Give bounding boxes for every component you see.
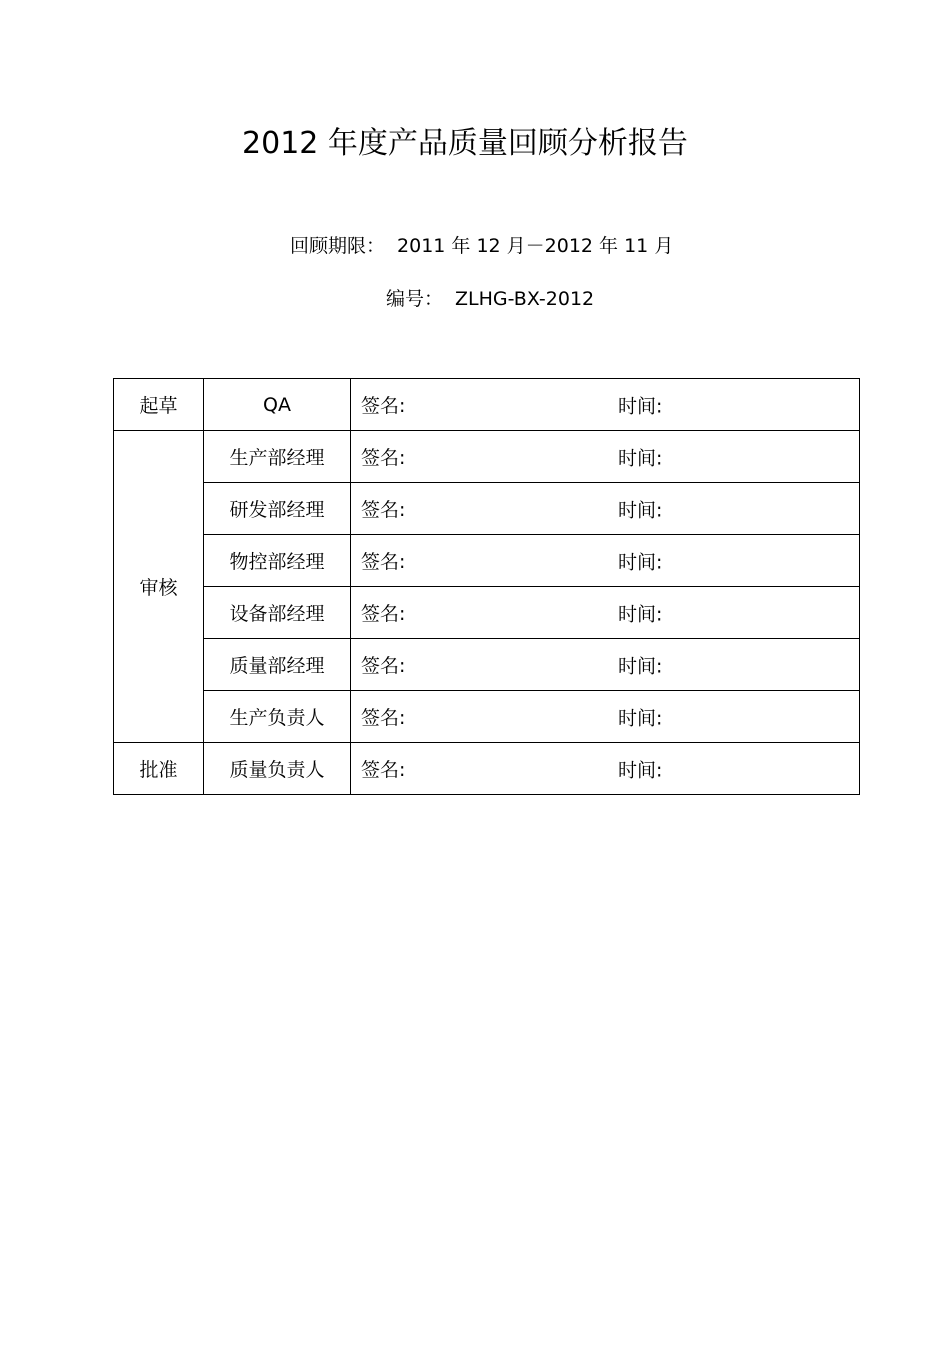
time-label: 时间: xyxy=(618,499,663,521)
sign-label: 签名: xyxy=(361,603,406,625)
role-cell: 设备部经理 xyxy=(204,587,351,639)
role-cell: 质量负责人 xyxy=(204,743,351,795)
document-number-value: ZLHG-BX-2012 xyxy=(455,288,595,310)
time-label: 时间: xyxy=(618,759,663,781)
signature-cell[interactable] xyxy=(351,587,860,639)
stage-review: 审核 xyxy=(114,431,204,743)
table-row xyxy=(114,691,860,743)
sign-label: 签名: xyxy=(361,707,406,729)
sign-label: 签名: xyxy=(361,499,406,521)
role-cell: 质量部经理 xyxy=(204,639,351,691)
table-row xyxy=(114,535,860,587)
role-cell: 物控部经理 xyxy=(204,535,351,587)
stage-approve: 批准 xyxy=(114,743,204,795)
signature-cell[interactable] xyxy=(351,743,860,795)
document-number-label: 编号： xyxy=(386,288,444,310)
sign-label: 签名: xyxy=(361,447,406,469)
time-label: 时间: xyxy=(618,551,663,573)
time-label: 时间: xyxy=(618,707,663,729)
approval-table xyxy=(113,378,860,795)
sign-label: 签名: xyxy=(361,551,406,573)
role-cell: 研发部经理 xyxy=(204,483,351,535)
role-cell: QA xyxy=(204,379,351,431)
time-label: 时间: xyxy=(618,395,663,417)
time-label: 时间: xyxy=(618,447,663,469)
role-cell: 生产部经理 xyxy=(204,431,351,483)
table-row xyxy=(114,379,860,431)
table-row xyxy=(114,431,860,483)
time-label: 时间: xyxy=(618,603,663,625)
document-number xyxy=(386,286,594,312)
signature-cell[interactable] xyxy=(351,639,860,691)
document-title: 2012 年度产品质量回顾分析报告 xyxy=(242,126,688,161)
signature-cell[interactable] xyxy=(351,379,860,431)
review-period xyxy=(290,233,673,259)
table-row xyxy=(114,483,860,535)
time-label: 时间: xyxy=(618,655,663,677)
review-period-label: 回顾期限： xyxy=(290,235,386,257)
signature-cell[interactable] xyxy=(351,483,860,535)
signature-cell[interactable] xyxy=(351,431,860,483)
sign-label: 签名: xyxy=(361,655,406,677)
sign-label: 签名: xyxy=(361,759,406,781)
stage-draft: 起草 xyxy=(114,379,204,431)
role-cell: 生产负责人 xyxy=(204,691,351,743)
table-row xyxy=(114,587,860,639)
table-row xyxy=(114,639,860,691)
table-row xyxy=(114,743,860,795)
sign-label: 签名: xyxy=(361,395,406,417)
signature-cell[interactable] xyxy=(351,535,860,587)
review-period-value: 2011 年 12 月－2012 年 11 月 xyxy=(397,235,674,257)
signature-cell[interactable] xyxy=(351,691,860,743)
